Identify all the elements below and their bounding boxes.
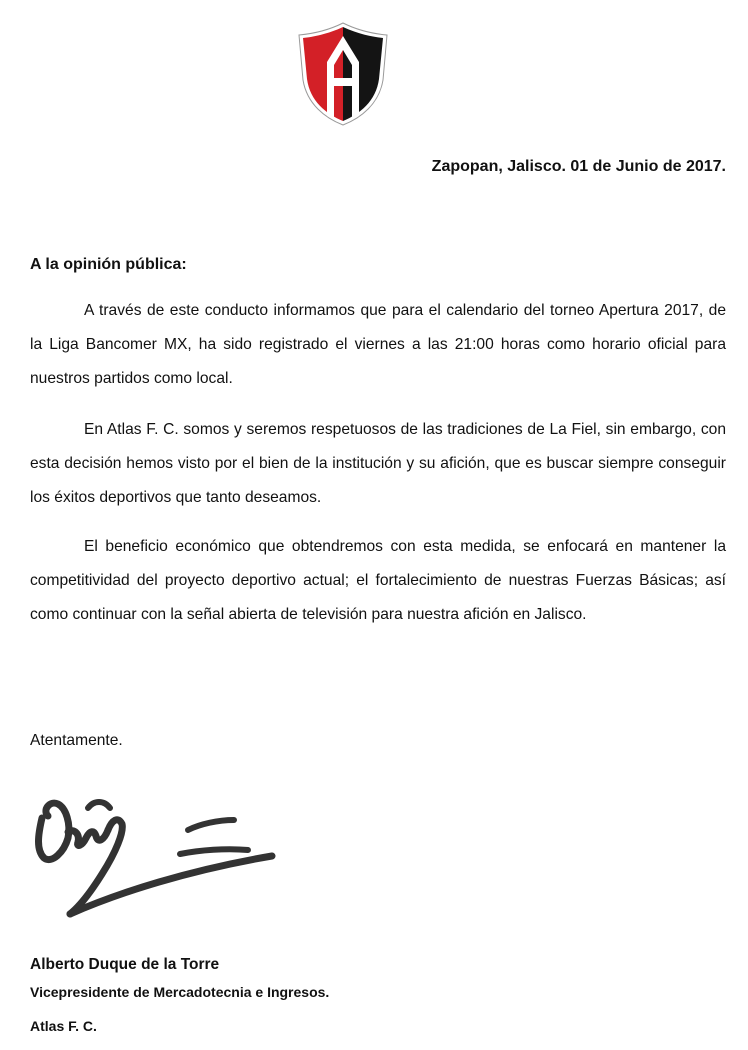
shield-right-black xyxy=(343,27,383,121)
letter-salutation: A la opinión pública: xyxy=(30,256,187,273)
letter-date: Zapopan, Jalisco. 01 de Junio de 2017. xyxy=(431,158,726,175)
letter-paragraph: En Atlas F. C. somos y seremos respetuosos de las tradiciones de La Fiel, sin embargo, con esta decisión hemos visto por el bien de la institución y su afición, que es buscar siempre conseguir los éxitos deportivos que tanto deseamos. xyxy=(30,421,726,506)
letter-paragraph: El beneficio económico que obtendremos con esta medida, se enfocará en mantener la competitividad del proyecto deportivo actual; el fortalecimiento de nuestras Fuerzas Básicas; así como continuar con la señal abierta de televisión para nuestra afición en Jalisco. xyxy=(30,538,726,623)
signer-title: Vicepresidente de Mercadotecnia e Ingresos. xyxy=(30,984,330,1000)
atlas-shield-logo xyxy=(297,22,389,126)
letter-paragraph: A través de este conducto informamos que para el calendario del torneo Apertura 2017, de la Liga Bancomer MX, ha sido registrado el viernes a las 21:00 horas como horario oficial para nuestros partidos como local. xyxy=(30,302,726,387)
handwritten-signature xyxy=(30,780,280,930)
shield-left-red xyxy=(303,27,343,121)
organization-name: Atlas F. C. xyxy=(30,1018,97,1034)
letter-closing: Atentamente. xyxy=(30,732,123,749)
signer-name: Alberto Duque de la Torre xyxy=(30,956,220,973)
